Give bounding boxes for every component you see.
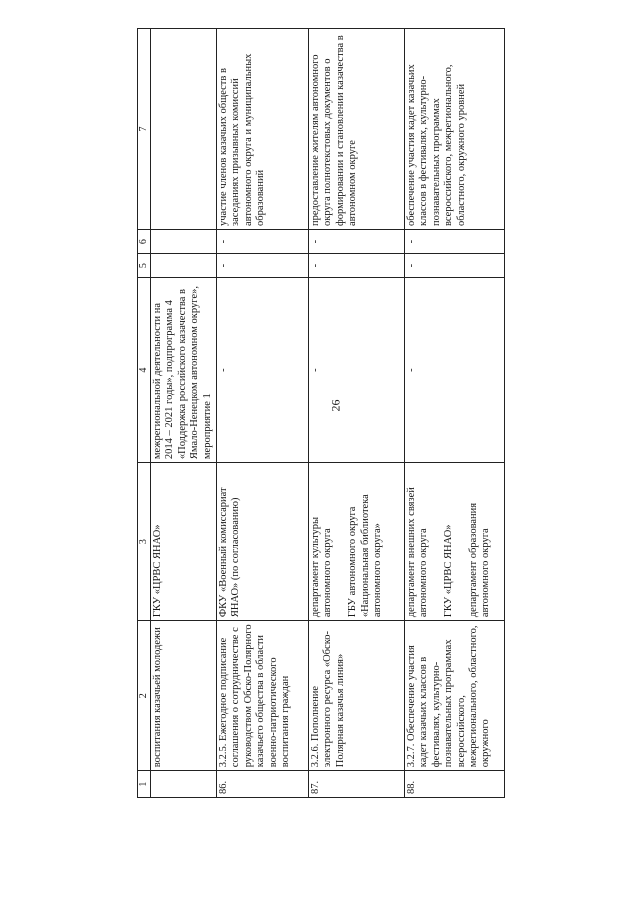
funding-source: - bbox=[405, 278, 505, 463]
rotated-page bbox=[137, 28, 493, 798]
executor: ФКУ «Военный комиссариат ЯНАО» (по согласованию) bbox=[217, 463, 309, 621]
executor: департамент внешних связей автономного округа ГКУ «ЦРВС ЯНАО» департамент образования автономного округа bbox=[405, 463, 505, 621]
header-cell: 7 bbox=[138, 29, 151, 230]
expected-result: предоставление жителям автономного округа полнотекстовых документов о формировании и становлении казачества в автономном округе bbox=[309, 29, 405, 230]
table-row bbox=[217, 29, 309, 798]
col6-value: - bbox=[217, 230, 309, 254]
header-cell: 2 bbox=[138, 621, 151, 771]
measure-name: воспитания казачьей молодежи bbox=[151, 621, 217, 771]
table-row bbox=[405, 29, 505, 798]
expected-result bbox=[151, 29, 217, 230]
measure-name: 3.2.6. Пополнение электронного ресурса «Обско-Полярная казачья линия» bbox=[309, 621, 405, 771]
col5-value: - bbox=[405, 254, 505, 278]
row-number: 88. bbox=[405, 771, 505, 798]
header-row bbox=[138, 29, 151, 798]
funding-source: - bbox=[217, 278, 309, 463]
header-cell: 1 bbox=[138, 771, 151, 798]
col5-value: - bbox=[309, 254, 405, 278]
row-number: 86. bbox=[217, 771, 309, 798]
expected-result: участие членов казачьих обществ в заседаниях призывных комиссий автономного округа и муниципальных образований bbox=[217, 29, 309, 230]
header-cell: 4 bbox=[138, 278, 151, 463]
executor: департамент культуры автономного округа ГБУ автономного округа «Национальная библиотека автономного округа» bbox=[309, 463, 405, 621]
header-cell: 6 bbox=[138, 230, 151, 254]
expected-result: обеспечение участия кадет казачьих классов в фестивалях, культурно-познавательных программах всероссийского, межрегионального, областного, окружного уровней bbox=[405, 29, 505, 230]
header-cell: 3 bbox=[138, 463, 151, 621]
funding-source: - bbox=[309, 278, 405, 463]
col6-value: - bbox=[405, 230, 505, 254]
col6-value: - bbox=[309, 230, 405, 254]
table-row bbox=[309, 29, 405, 798]
measure-name: 3.2.5. Ежегодное подписание соглашения о сотрудничестве с руководством Обско-Полярного казачьего общества в области военно-патриотического воспитания граждан bbox=[217, 621, 309, 771]
table-row bbox=[151, 29, 217, 798]
funding-source: межрегиональной деятельности на 2014 – 2021 годы», подпрограмма 4 «Поддержка российского казачества в Ямало-Ненецком автономном округе», мероприятие 1 bbox=[151, 278, 217, 463]
col5-value bbox=[151, 254, 217, 278]
page-number: 26 bbox=[328, 399, 343, 412]
col6-value bbox=[151, 230, 217, 254]
col5-value: - bbox=[217, 254, 309, 278]
executor: ГКУ «ЦРВС ЯНАО» bbox=[151, 463, 217, 621]
header-cell: 5 bbox=[138, 254, 151, 278]
measure-name: 3.2.7. Обеспечение участия кадет казачьих классов в фестивалях, культурно-познавательных программах всероссийского, межрегионального, областного, окружного bbox=[405, 621, 505, 771]
row-number: 87. bbox=[309, 771, 405, 798]
measures-table bbox=[137, 28, 505, 798]
row-number bbox=[151, 771, 217, 798]
